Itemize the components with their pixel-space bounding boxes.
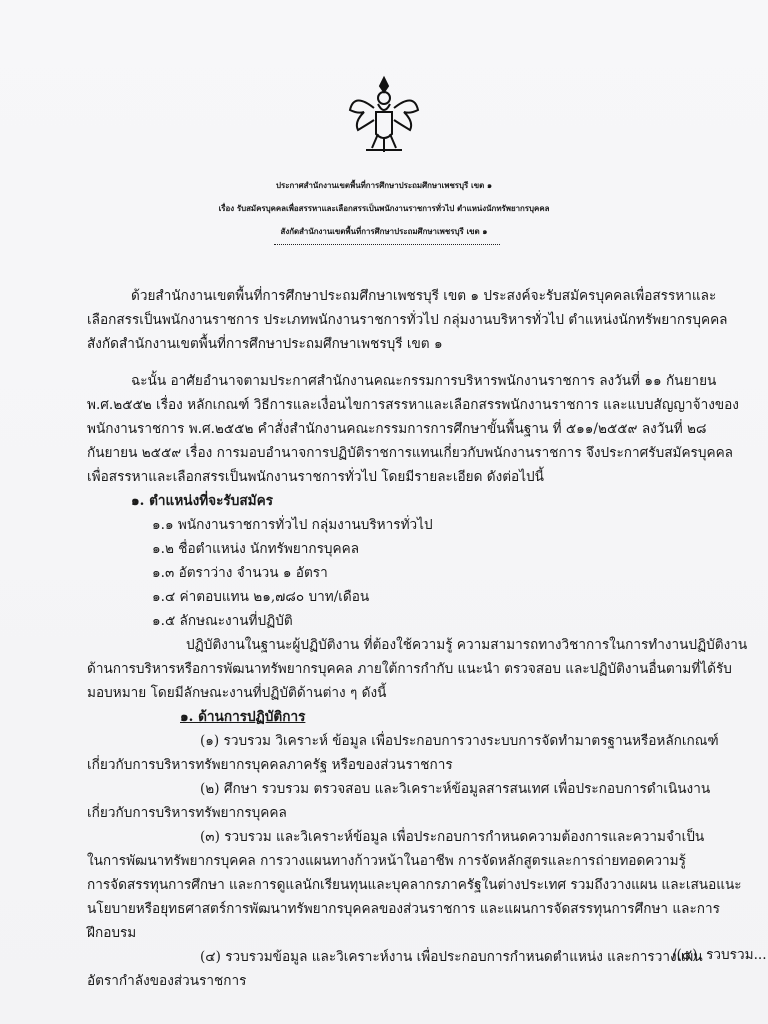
body-line: มอบหมาย โดยมีลักษณะงานที่ปฏิบัติด้านต่าง ๆ ดังนี้ (87, 685, 387, 701)
body-line: ฉะนั้น อาศัยอำนาจตามประกาศสำนักงานคณะกรรมการบริหารพนักงานราชการ ลงวันที่ ๑๑ กันยายน (131, 373, 717, 389)
body-line: เพื่อสรรหาและเลือกสรรเป็นพนักงานราชการทั่วไป โดยมีรายละเอียด ดังต่อไปนี้ (87, 469, 544, 485)
body-line: ในการพัฒนาทรัพยากรบุคคล การวางแผนทางก้าวหน้าในอาชีพ การจัดหลักสูตรและการถ่ายทอดความรู้ (87, 853, 686, 869)
separator-line (274, 244, 500, 245)
body-line: เกี่ยวกับการบริหารทรัพยากรบุคคลภาครัฐ หรือของส่วนราชการ (87, 757, 453, 773)
garuda-emblem-icon (344, 72, 424, 156)
announcement-subject: เรื่อง รับสมัครบุคคลเพื่อสรรหาและเลือกสรรเป็นพนักงานราชการทั่วไป ตำแหน่งนักทรัพยากรบุคคล (218, 204, 550, 213)
body-line: ปฏิบัติงานในฐานะผู้ปฏิบัติงาน ที่ต้องใช้ความรู้ ความสามารถทางวิชาการในการทำงานปฏิบัติงาน (186, 637, 748, 653)
continuation-note: /(๕). รวบรวม... (672, 947, 767, 963)
body-line: ด้านการบริหารหรือการพัฒนาทรัพยากรบุคคล ภายใต้การกำกับ แนะนำ ตรวจสอบ และปฏิบัติงานอื่นตามที่ได้รับ (87, 661, 732, 677)
body-line: (๓) รวบรวม และวิเคราะห์ข้อมูล เพื่อประกอบการกำหนดความต้องการและความจำเป็น (200, 829, 705, 845)
section-heading: ๑. ตำแหน่งที่จะรับสมัคร (131, 493, 274, 509)
body-line: สังกัดสำนักงานเขตพื้นที่การศึกษาประถมศึกษาเพชรบุรี เขต ๑ (87, 336, 443, 352)
announcement-title: ประกาศสำนักงานเขตพื้นที่การศึกษาประถมศึกษาเพชรบุรี เขต ๑ (275, 181, 492, 190)
body-line: พนักงานราชการ พ.ศ.๒๕๕๒ คำสั่งสำนักงานคณะกรรมการการศึกษาขั้นพื้นฐาน ที่ ๕๑๑/๒๕๕๙ ลงวันที่ ๒๘ (87, 421, 707, 437)
body-line: เลือกสรรเป็นพนักงานราชการ ประเภทพนักงานราชการทั่วไป กลุ่มงานบริหารทั่วไป ตำแหน่งนักทรัพยากรบุคคล (87, 312, 728, 328)
body-line: (๔) รวบรวมข้อมูล และวิเคราะห์งาน เพื่อประกอบการกำหนดตำแหน่ง และการวางแผน (200, 949, 703, 965)
announcement-affiliation: สังกัดสำนักงานเขตพื้นที่การศึกษาประถมศึกษาเพชรบุรี เขต ๑ (280, 227, 488, 236)
list-item: ๑.๓ อัตราว่าง จำนวน ๑ อัตรา (152, 565, 328, 581)
body-line: อัตรากำลังของส่วนราชการ (87, 973, 247, 989)
list-item: ๑.๒ ชื่อตำแหน่ง นักทรัพยากรบุคคล (152, 541, 360, 557)
body-line: พ.ศ.๒๕๕๒ เรื่อง หลักเกณฑ์ วิธีการและเงื่อนไขการสรรหาและเลือกสรรพนักงานราชการ และแบบสัญญาจ้างของ (87, 397, 739, 413)
body-line: เกี่ยวกับการบริหารทรัพยากรบุคคล (87, 805, 287, 821)
body-line: กันยายน ๒๕๕๙ เรื่อง การมอบอำนาจการปฏิบัติราชการแทนเกี่ยวกับพนักงานราชการ จึงประกาศรับสมัครบุคคล (87, 445, 733, 461)
list-item: ๑.๑ พนักงานราชการทั่วไป กลุ่มงานบริหารทั่วไป (152, 517, 433, 533)
body-line: การจัดสรรทุนการศึกษา และการดูแลนักเรียนทุนและบุคลากรภาครัฐในต่างประเทศ รวมถึงวางแผน และเสนอแนะ (87, 877, 742, 893)
body-line: ฝึกอบรม (87, 925, 137, 941)
list-item: ๑.๕ ลักษณะงานที่ปฏิบัติ (152, 613, 293, 629)
list-item: ๑.๔ ค่าตอบแทน ๒๑,๗๘๐ บาท/เดือน (152, 589, 370, 605)
body-line: (๑) รวบรวม วิเคราะห์ ข้อมูล เพื่อประกอบการวางระบบการจัดทำมาตรฐานหรือหลักเกณฑ์ (200, 733, 719, 749)
body-line: (๒) ศึกษา รวบรวม ตรวจสอบ และวิเคราะห์ข้อมูลสารสนเทศ เพื่อประกอบการดำเนินงาน (200, 781, 711, 797)
body-line: นโยบายหรือยุทธศาสตร์การพัฒนาทรัพยากรบุคคลของส่วนราชการ และแผนการจัดสรรทุนการศึกษา และการ (87, 901, 720, 917)
subsection-heading: ๑. ด้านการปฏิบัติการ (180, 709, 306, 725)
body-line: ด้วยสำนักงานเขตพื้นที่การศึกษาประถมศึกษาเพชรบุรี เขต ๑ ประสงค์จะรับสมัครบุคคลเพื่อสรรหาและ (131, 288, 717, 304)
